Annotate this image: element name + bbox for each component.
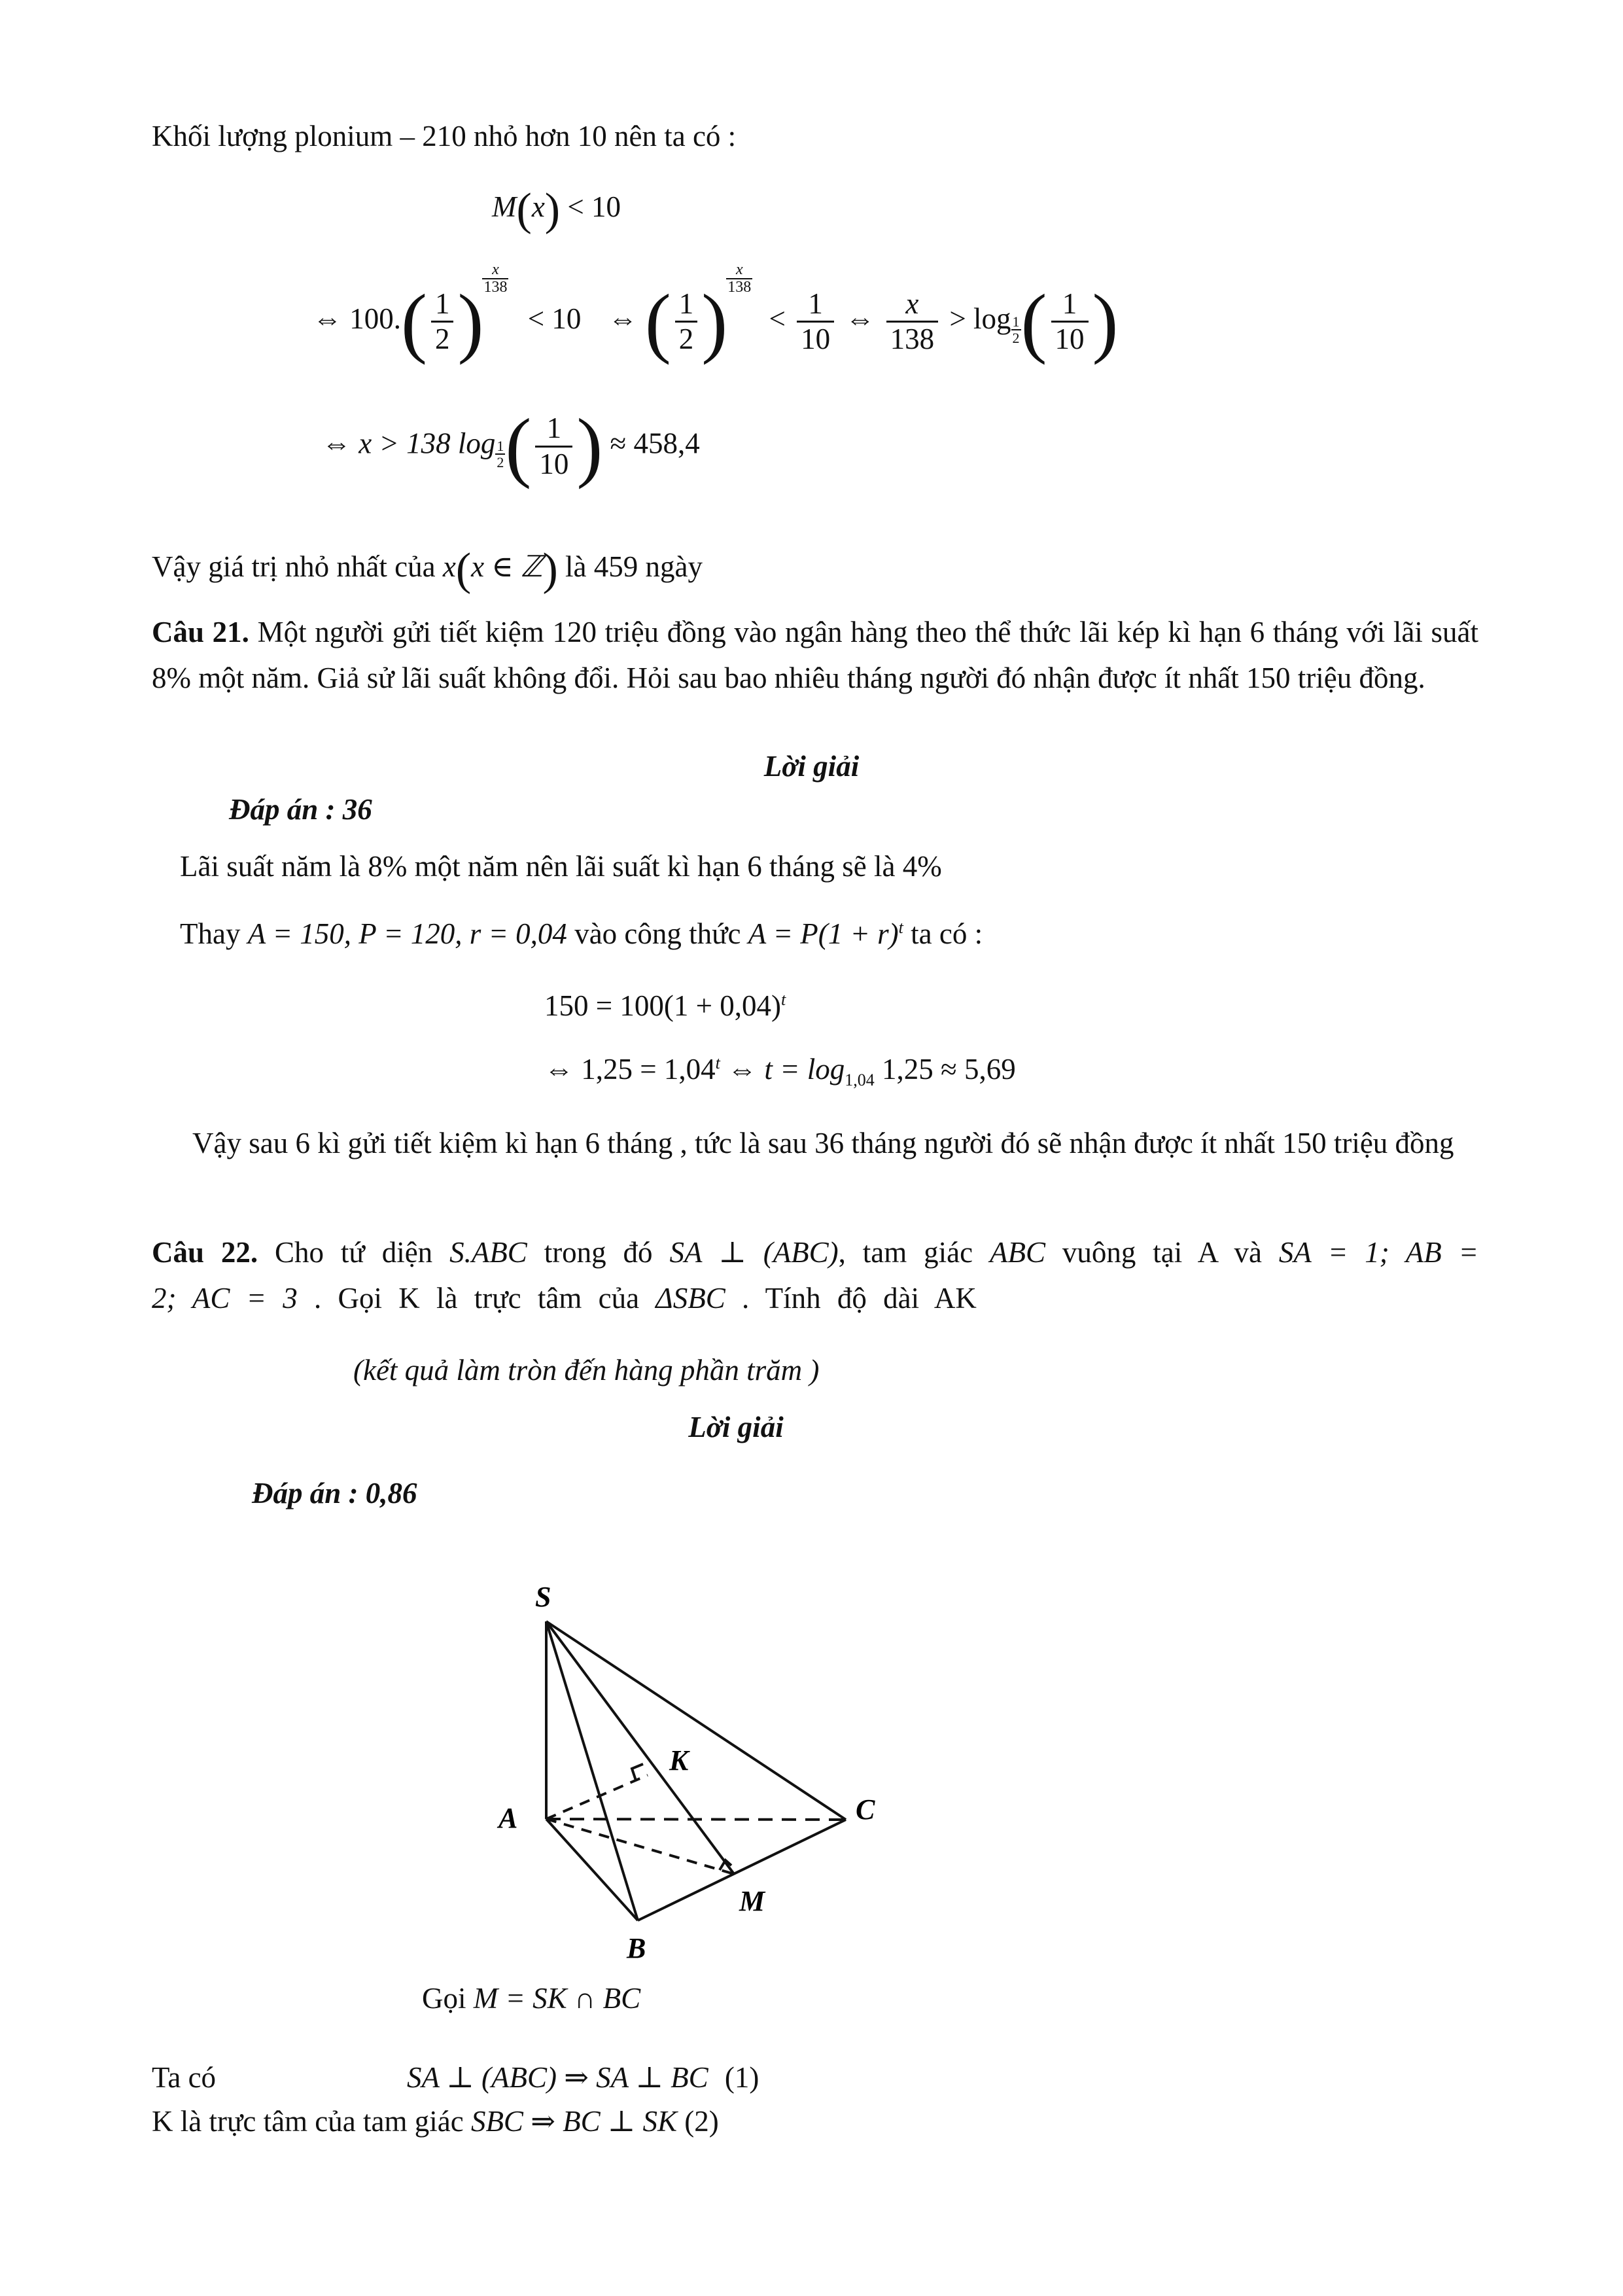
- q21-text: Một người gửi tiết kiệm 120 triệu đồng vào ngân hàng theo thể thức lãi kép kì hạn 6 tháng với lãi suất 8% một năm. Giả sử lãi suất không đổi. Hỏi sau bao nhiêu tháng người đó nhận được ít nhất 150 triệu đồng.: [152, 616, 1478, 694]
- q21-line1: Lãi suất năm là 8% một năm nên lãi suất kì hạn 6 tháng sẽ là 4%: [180, 850, 942, 883]
- q22-goi-line: [422, 1977, 640, 2020]
- eq3-approx: ≈ 458,4: [610, 427, 700, 460]
- eq2-arrow-3: ⇔: [845, 302, 875, 336]
- q22-taco: Ta có: [152, 2061, 217, 2094]
- eq2-half-2: $\frac{1}{2}$: [675, 287, 698, 357]
- eq2-tenth: $\frac{1}{10}$: [797, 287, 834, 357]
- edge-SB: [546, 1621, 638, 1920]
- q22-perp: SA ⊥ (ABC): [669, 1236, 839, 1269]
- label-A: A: [498, 1802, 518, 1834]
- tetrahedron-figure: [458, 1557, 916, 1976]
- eq3-log-base: $\frac{1}{2}$: [497, 438, 504, 471]
- question-21: [152, 610, 1478, 701]
- eq2-arrow-2: ⇔: [608, 302, 638, 336]
- eq2-log-base: $\frac{1}{2}$: [1012, 313, 1020, 347]
- segment-AM: [546, 1819, 734, 1874]
- q21-line2-t: t: [898, 918, 903, 937]
- q22-solution-title: Lời giải: [688, 1411, 784, 1443]
- edge-AB: [546, 1819, 638, 1920]
- segment-SM: [546, 1621, 734, 1874]
- eq2-lt: <: [769, 302, 786, 336]
- q22-vals: SA = 1; AB = 2; AC = 3: [152, 1236, 1478, 1315]
- label-M: M: [739, 1885, 765, 1917]
- eq1-lhs: M: [492, 190, 517, 224]
- q22-abc: ABC: [990, 1236, 1045, 1269]
- intro-text: Khối lượng plonium – 210 nhỏ hơn 10 nên ta có :: [152, 120, 737, 152]
- q22-stmt1-n: (1): [724, 2061, 759, 2094]
- intro-line: [152, 115, 736, 158]
- q22-stmt2: [152, 2100, 719, 2143]
- q22-text-f: . Tính độ dài AK: [725, 1281, 977, 1315]
- q22-sabc: S.ABC: [449, 1236, 527, 1269]
- conclusion-line: Vậy giá trị nhỏ nhất của x(x ∈ ℤ) là 459 ngày: [152, 544, 703, 595]
- eq2-exp-2: $\frac{x}{138}$: [727, 261, 752, 296]
- q21-line2-math: A = 150, P = 120, r = 0,04: [247, 917, 567, 950]
- q21-eqB-a: ⇔ 1,25 = 1,04: [544, 1053, 716, 1086]
- q21-answer: Đáp án : 36: [229, 793, 372, 826]
- q21-line2-formula: A = P(1 + r): [748, 917, 899, 950]
- q22-text-d: vuông tại A và: [1045, 1236, 1279, 1269]
- q21-line2: [180, 913, 983, 955]
- q22-goi-math: M = SK ∩ BC: [473, 1982, 641, 2015]
- q22-stmt2-a: K là trực tâm của tam giác: [152, 2105, 471, 2138]
- q21-eqA-t: t: [780, 990, 786, 1009]
- q21-solution-title: Lời giải: [763, 750, 860, 783]
- edge-AC: [546, 1819, 846, 1820]
- q21-conclusion: Vậy sau 6 kì gửi tiết kiệm kì hạn 6 tháng , tức là sau 36 tháng người đó sẽ nhận được ít nhất 150 triệu đồng: [192, 1127, 1454, 1159]
- q21-line2-a: Thay: [180, 917, 248, 950]
- q22-label: Câu 22.: [152, 1236, 258, 1269]
- eq3-tenth: $\frac{1}{10}$: [535, 412, 572, 482]
- q21-line2-c: ta có :: [903, 917, 983, 950]
- q22-text-c: , tam giác: [838, 1236, 990, 1269]
- eq2-tenth-2: $\frac{1}{10}$: [1051, 287, 1089, 357]
- p2-set: x ∈ ℤ: [471, 550, 543, 584]
- label-B: B: [627, 1932, 646, 1964]
- question-22: [152, 1230, 1478, 1322]
- q22-answer: Đáp án : 0,86: [252, 1477, 417, 1510]
- q22-text-e: . Gọi K là trực tâm của: [297, 1281, 656, 1315]
- equation-1: M(x) < 10: [492, 185, 621, 235]
- p2-text-a: Vậy giá trị nhỏ nhất của: [152, 550, 443, 584]
- q22-tri: ΔSBC: [655, 1281, 725, 1315]
- eq3-x-gt: x > 138 log: [358, 427, 496, 460]
- q21-label: Câu 21.: [152, 616, 249, 648]
- edge-SC: [546, 1621, 846, 1820]
- segment-AK: [546, 1775, 648, 1819]
- q21-eqA: [544, 985, 786, 1027]
- eq1-var: x: [531, 190, 545, 224]
- eq2-half-1: $\frac{1}{2}$: [431, 287, 454, 357]
- q22-goi-a: Gọi: [422, 1982, 474, 2015]
- eq1-rhs: < 10: [567, 190, 621, 224]
- q22-stmt1: [407, 2057, 759, 2099]
- eq2-x-over-138: $\frac{x}{138}$: [886, 287, 939, 357]
- eq2-coef: 100.: [349, 302, 401, 336]
- q22-stmt2-n: (2): [684, 2105, 719, 2138]
- q22-stmt2-math: SBC ⇒ BC ⊥ SK: [470, 2105, 677, 2138]
- eq2-lt10: < 10: [527, 302, 582, 336]
- q21-eqB-base: 1,04: [845, 1070, 875, 1089]
- q21-eqB-b: ⇔ t = log: [720, 1053, 845, 1086]
- label-S: S: [535, 1581, 551, 1613]
- eq2-gt-log: > log: [949, 302, 1011, 336]
- p2-text-b: là 459 ngày: [557, 550, 703, 584]
- q21-line2-b: vào công thức: [567, 917, 748, 950]
- q21-eqB-t: t: [715, 1053, 720, 1072]
- q22-text-b: trong đó: [527, 1236, 670, 1269]
- eq2-exp-1: $\frac{x}{138}$: [483, 261, 508, 296]
- q21-eqB-c: 1,25 ≈ 5,69: [874, 1053, 1016, 1086]
- right-angle-K: [632, 1764, 643, 1780]
- q22-text-a: Cho tứ diện: [258, 1236, 450, 1269]
- equation-3: ⇔ x > 138 log $\frac{1}{2}$ ( $\frac{1}{10}$ ) ≈ 458,4: [322, 402, 700, 489]
- eq2-arrow-1: ⇔: [313, 302, 342, 336]
- q21-eqB: [544, 1048, 1016, 1093]
- label-K: K: [669, 1744, 689, 1776]
- equation-2: ⇔ 100.( $\frac{1}{2}$ ) $\frac{x}{138}$ < 10 ⇔ ( $\frac{1}{2}$ ) $\frac{x}{138}$ < $\frac{1}{10}$ ⇔ $\frac{x}{138}$ > log $\frac{1}{2}$ ( $\frac{1}{10}$ ): [313, 261, 1119, 365]
- q21-eqA-text: 150 = 100(1 + 0,04): [544, 989, 781, 1022]
- q22-stmt1-math: SA ⊥ (ABC) ⇒ SA ⊥ BC: [407, 2061, 708, 2094]
- q22-note: (kết quả làm tròn đến hàng phần trăm ): [353, 1354, 820, 1386]
- label-C: C: [856, 1793, 875, 1826]
- eq3-arrow: ⇔: [322, 427, 351, 460]
